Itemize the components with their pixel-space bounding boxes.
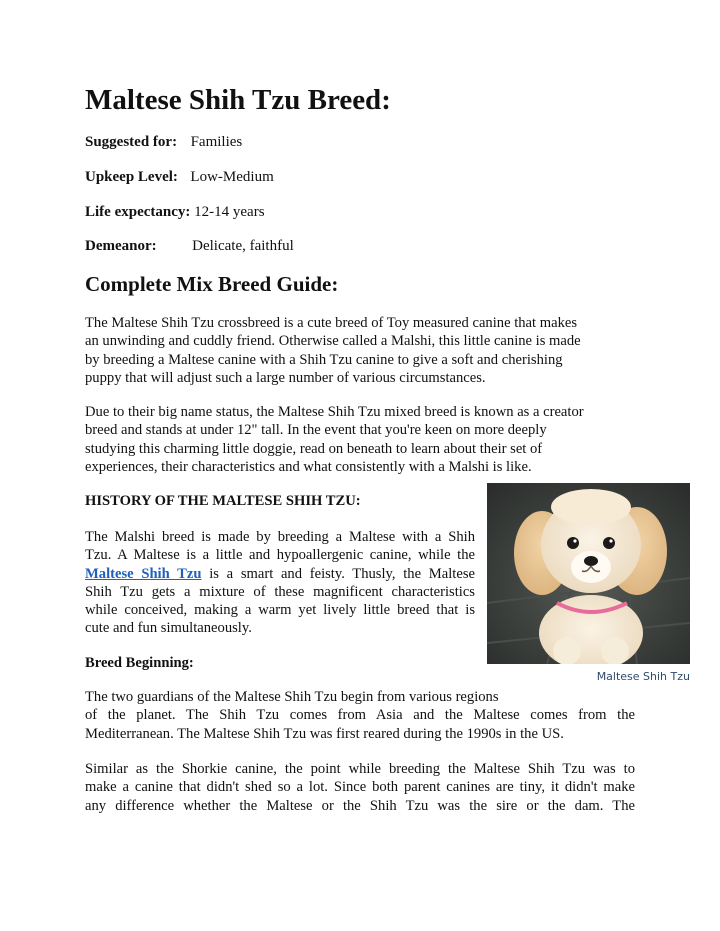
paragraph-shorkie bbox=[85, 760, 635, 815]
text-line: make a canine that didn't shed so a lot. Since both parent canines are tiny, it didn't make bbox=[85, 779, 635, 796]
text-line: an unwinding and cuddly friend. Otherwise called a Malshi, this little canine is made bbox=[85, 333, 581, 350]
text-line: by breeding a Maltese canine with a Shih Tzu canine to give a soft and cherishing bbox=[85, 351, 563, 368]
section-heading-guide: Complete Mix Breed Guide: bbox=[85, 272, 339, 296]
paragraph-intro bbox=[85, 314, 630, 387]
meta-row-upkeep bbox=[85, 169, 274, 186]
section-heading-history: HISTORY OF THE MALTESE SHIH TZU: bbox=[85, 493, 361, 509]
text-line: puppy that will adjust such a large number of various circumstances. bbox=[85, 369, 486, 386]
page-title: Maltese Shih Tzu Breed: bbox=[85, 84, 391, 116]
meta-value: Low-Medium bbox=[190, 169, 274, 185]
text-line: cute and fun simultaneously. bbox=[85, 620, 252, 637]
meta-label: Upkeep Level: bbox=[85, 169, 178, 185]
paragraph-status bbox=[85, 403, 635, 476]
text-line: any difference whether the Maltese or the Shih Tzu was the sire or the dam. The bbox=[85, 797, 635, 814]
section-heading-beginning: Breed Beginning: bbox=[85, 655, 194, 671]
text-line: experiences, their characteristics and what consistently with a Malshi is like. bbox=[85, 458, 532, 475]
text-line-with-link bbox=[85, 565, 475, 583]
text-line: while conceived, making a warm yet lively little breed that is bbox=[85, 602, 475, 619]
maltese-shih-tzu-link[interactable]: Maltese Shih Tzu bbox=[85, 565, 202, 582]
paragraph-history bbox=[85, 528, 475, 638]
text-line: Due to their big name status, the Maltese Shih Tzu mixed breed is known as a creator bbox=[85, 404, 584, 420]
text-fragment: is a smart and feisty. Thusly, the Maltese bbox=[201, 565, 475, 582]
text-line: The Malshi breed is made by breeding a Maltese with a Shih bbox=[85, 529, 475, 545]
text-line: Similar as the Shorkie canine, the point while breeding the Maltese Shih Tzu was to bbox=[85, 761, 635, 777]
text-line: of the planet. The Shih Tzu comes from Asia and the Maltese comes from the bbox=[85, 707, 635, 724]
text-line: Mediterranean. The Maltese Shih Tzu was first reared during the 1990s in the US. bbox=[85, 725, 564, 742]
meta-value: Delicate, faithful bbox=[192, 238, 294, 254]
text-line: Tzu. A Maltese is a little and hypoallergenic canine, while the bbox=[85, 547, 475, 564]
meta-label: Life expectancy: bbox=[85, 204, 191, 220]
text-line: breed and stands at under 12" tall. In the event that you're keen on more deeply bbox=[85, 422, 547, 439]
text-line: studying this charming little doggie, read on beneath to learn about their set of bbox=[85, 440, 543, 457]
image-caption: Maltese Shih Tzu bbox=[596, 670, 690, 683]
text-line: The two guardians of the Maltese Shih Tzu begin from various regions bbox=[85, 689, 499, 705]
meta-label: Demeanor: bbox=[85, 238, 157, 254]
text-line: The Maltese Shih Tzu crossbreed is a cute breed of Toy measured canine that makes bbox=[85, 315, 578, 331]
meta-label: Suggested for: bbox=[85, 134, 178, 150]
meta-row-suggested bbox=[85, 134, 242, 151]
text-line: Shih Tzu gets a mixture of these magnificent characteristics bbox=[85, 583, 475, 600]
paragraph-beginning bbox=[85, 688, 635, 743]
meta-row-life-expectancy bbox=[85, 204, 265, 221]
dog-photo bbox=[487, 483, 690, 664]
meta-value: 12-14 years bbox=[194, 204, 265, 220]
meta-row-demeanor bbox=[85, 238, 294, 255]
meta-value: Families bbox=[190, 134, 243, 150]
